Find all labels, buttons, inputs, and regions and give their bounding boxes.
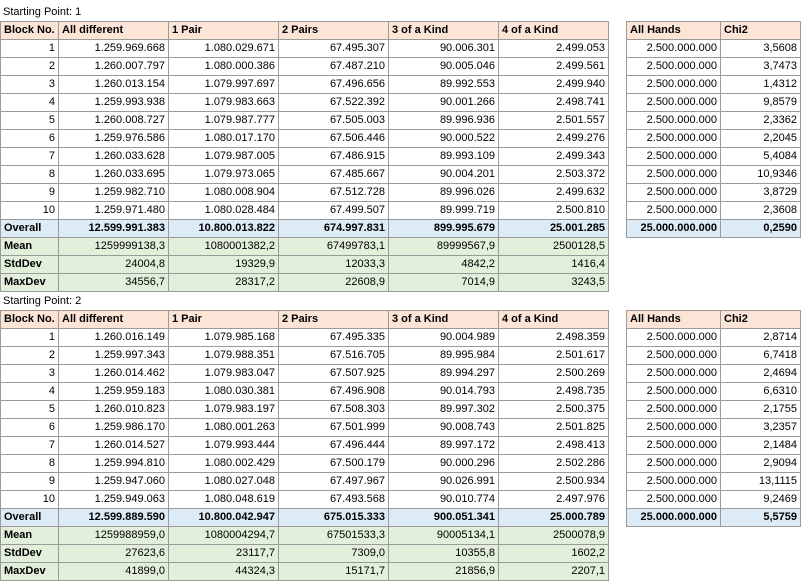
chi2-cell[interactable]: 2,1755 (721, 401, 801, 419)
table-row (627, 347, 801, 365)
table-row (1, 184, 609, 202)
block-number-cell[interactable]: 4 (1, 94, 59, 112)
value-cell[interactable]: 1.259.994.810 (59, 455, 169, 473)
totals-table (626, 310, 801, 527)
value-cell[interactable]: 1.079.973.065 (169, 166, 279, 184)
value-cell[interactable]: 1.260.008.727 (59, 112, 169, 130)
value-cell[interactable]: 67.522.392 (279, 94, 389, 112)
chi2-cell[interactable]: 3,8729 (721, 184, 801, 202)
table-row (1, 148, 609, 166)
column-header[interactable]: 2 Pairs (279, 22, 389, 40)
stat-value-cell[interactable]: 1416,4 (499, 256, 609, 274)
stat-label-cell[interactable]: StdDev (1, 545, 59, 563)
value-cell[interactable]: 1.079.993.444 (169, 437, 279, 455)
block-number-cell[interactable]: 3 (1, 365, 59, 383)
value-cell[interactable]: 90.005.046 (389, 58, 499, 76)
table-row (1, 329, 609, 347)
value-cell[interactable]: 1.260.007.797 (59, 58, 169, 76)
stat-value-cell[interactable]: 21856,9 (389, 563, 499, 581)
all-hands-cell[interactable]: 2.500.000.000 (627, 473, 721, 491)
block-number-cell[interactable]: 2 (1, 58, 59, 76)
overall-value-cell[interactable]: 900.051.341 (389, 509, 499, 527)
value-cell[interactable]: 67.496.656 (279, 76, 389, 94)
totals-table (626, 21, 801, 238)
table-row (1, 401, 609, 419)
value-cell[interactable]: 67.493.568 (279, 491, 389, 509)
stat-value-cell[interactable]: 19329,9 (169, 256, 279, 274)
stat-row (1, 274, 609, 292)
value-cell[interactable]: 89.995.984 (389, 347, 499, 365)
table-row (627, 419, 801, 437)
stat-value-cell[interactable]: 12033,3 (279, 256, 389, 274)
chi2-cell[interactable]: 3,5608 (721, 40, 801, 58)
block-number-cell[interactable]: 5 (1, 112, 59, 130)
stat-value-cell[interactable]: 2207,1 (499, 563, 609, 581)
table-row (1, 347, 609, 365)
results-table (0, 21, 609, 292)
column-header[interactable]: Chi2 (721, 311, 801, 329)
value-cell[interactable]: 89.992.553 (389, 76, 499, 94)
table-row (627, 365, 801, 383)
value-cell[interactable]: 67.500.179 (279, 455, 389, 473)
value-cell[interactable]: 89.997.172 (389, 437, 499, 455)
block-number-cell[interactable]: 8 (1, 166, 59, 184)
value-cell[interactable]: 67.485.667 (279, 166, 389, 184)
value-cell[interactable]: 67.499.507 (279, 202, 389, 220)
value-cell[interactable]: 1.080.029.671 (169, 40, 279, 58)
stat-value-cell[interactable]: 1259999138,3 (59, 238, 169, 256)
column-header[interactable]: All Hands (627, 22, 721, 40)
value-cell[interactable]: 67.487.210 (279, 58, 389, 76)
header-row (627, 22, 801, 40)
all-hands-cell[interactable]: 2.500.000.000 (627, 40, 721, 58)
header-row (1, 22, 609, 40)
overall-row (1, 509, 609, 527)
table-row (1, 383, 609, 401)
value-cell[interactable]: 2.501.557 (499, 112, 609, 130)
table-row (1, 437, 609, 455)
stat-label-cell[interactable]: MaxDev (1, 274, 59, 292)
value-cell[interactable]: 67.486.915 (279, 148, 389, 166)
value-cell[interactable]: 1.079.988.351 (169, 347, 279, 365)
all-hands-cell[interactable]: 2.500.000.000 (627, 94, 721, 112)
value-cell[interactable]: 67.501.999 (279, 419, 389, 437)
value-cell[interactable]: 1.259.947.060 (59, 473, 169, 491)
table-row (627, 166, 801, 184)
table-row (1, 202, 609, 220)
stat-row (1, 563, 609, 581)
value-cell[interactable]: 67.495.335 (279, 329, 389, 347)
all-hands-cell[interactable]: 2.500.000.000 (627, 148, 721, 166)
header-row (1, 311, 609, 329)
value-cell[interactable]: 1.260.010.823 (59, 401, 169, 419)
overall-row (627, 509, 801, 527)
chi2-cell[interactable]: 5,4084 (721, 148, 801, 166)
chi2-cell[interactable]: 2,4694 (721, 365, 801, 383)
all-hands-cell[interactable]: 2.500.000.000 (627, 76, 721, 94)
value-cell[interactable]: 67.505.003 (279, 112, 389, 130)
all-hands-cell[interactable]: 2.500.000.000 (627, 184, 721, 202)
value-cell[interactable]: 1.079.983.197 (169, 401, 279, 419)
value-cell[interactable]: 2.500.375 (499, 401, 609, 419)
value-cell[interactable]: 67.512.728 (279, 184, 389, 202)
value-cell[interactable]: 67.516.705 (279, 347, 389, 365)
stat-value-cell[interactable]: 90005134,1 (389, 527, 499, 545)
stat-value-cell[interactable]: 44324,3 (169, 563, 279, 581)
stat-label-cell[interactable]: Mean (1, 527, 59, 545)
overall-value-cell[interactable]: 25.000.789 (499, 509, 609, 527)
all-hands-cell[interactable]: 2.500.000.000 (627, 166, 721, 184)
all-hands-cell[interactable]: 2.500.000.000 (627, 437, 721, 455)
chi2-cell[interactable]: 2,8714 (721, 329, 801, 347)
value-cell[interactable]: 2.498.359 (499, 329, 609, 347)
block-number-cell[interactable]: 2 (1, 347, 59, 365)
value-cell[interactable]: 2.499.632 (499, 184, 609, 202)
table-row (1, 94, 609, 112)
block-number-cell[interactable]: 9 (1, 184, 59, 202)
value-cell[interactable]: 2.499.940 (499, 76, 609, 94)
stat-value-cell[interactable]: 7014,9 (389, 274, 499, 292)
stat-value-cell[interactable]: 7309,0 (279, 545, 389, 563)
chi2-cell[interactable]: 2,3362 (721, 112, 801, 130)
all-hands-cell[interactable]: 2.500.000.000 (627, 112, 721, 130)
value-cell[interactable]: 1.080.000.386 (169, 58, 279, 76)
block-number-cell[interactable]: 1 (1, 40, 59, 58)
overall-value-cell[interactable]: 25.001.285 (499, 220, 609, 238)
stat-value-cell[interactable]: 15171,7 (279, 563, 389, 581)
stat-value-cell[interactable]: 1080004294,7 (169, 527, 279, 545)
value-cell[interactable]: 1.080.027.048 (169, 473, 279, 491)
table-row (1, 455, 609, 473)
value-cell[interactable]: 1.080.048.619 (169, 491, 279, 509)
value-cell[interactable]: 67.508.303 (279, 401, 389, 419)
value-cell[interactable]: 1.260.016.149 (59, 329, 169, 347)
column-header[interactable]: 3 of a Kind (389, 22, 499, 40)
value-cell[interactable]: 2.501.617 (499, 347, 609, 365)
stat-label-cell[interactable]: StdDev (1, 256, 59, 274)
value-cell[interactable]: 2.499.053 (499, 40, 609, 58)
chi2-cell[interactable]: 13,1115 (721, 473, 801, 491)
table-row (1, 473, 609, 491)
results-table (0, 310, 609, 581)
value-cell[interactable]: 90.004.989 (389, 329, 499, 347)
value-cell[interactable]: 1.260.033.695 (59, 166, 169, 184)
overall-value-cell[interactable]: 12.599.991.383 (59, 220, 169, 238)
all-hands-cell[interactable]: 2.500.000.000 (627, 401, 721, 419)
block-number-cell[interactable]: 10 (1, 202, 59, 220)
chi2-cell[interactable]: 6,7418 (721, 347, 801, 365)
stat-value-cell[interactable]: 34556,7 (59, 274, 169, 292)
chi2-cell[interactable]: 10,9346 (721, 166, 801, 184)
value-cell[interactable]: 90.014.793 (389, 383, 499, 401)
all-hands-cell[interactable]: 2.500.000.000 (627, 347, 721, 365)
value-cell[interactable]: 67.496.908 (279, 383, 389, 401)
stat-label-cell[interactable]: MaxDev (1, 563, 59, 581)
table-row (627, 455, 801, 473)
overall-value-cell[interactable]: 674.997.831 (279, 220, 389, 238)
value-cell[interactable]: 89.994.297 (389, 365, 499, 383)
all-hands-cell[interactable]: 2.500.000.000 (627, 419, 721, 437)
all-hands-cell[interactable]: 25.000.000.000 (627, 509, 721, 527)
value-cell[interactable]: 2.498.741 (499, 94, 609, 112)
value-cell[interactable]: 1.259.969.668 (59, 40, 169, 58)
overall-value-cell[interactable]: 10.800.042.947 (169, 509, 279, 527)
table-row (627, 184, 801, 202)
chi2-cell[interactable]: 9,8579 (721, 94, 801, 112)
overall-row (627, 220, 801, 238)
value-cell[interactable]: 1.260.013.154 (59, 76, 169, 94)
column-header[interactable]: Block No. (1, 311, 59, 329)
value-cell[interactable]: 2.499.561 (499, 58, 609, 76)
column-header[interactable]: 2 Pairs (279, 311, 389, 329)
value-cell[interactable]: 90.026.991 (389, 473, 499, 491)
table-row (627, 383, 801, 401)
stat-value-cell[interactable]: 2500128,5 (499, 238, 609, 256)
table-row (627, 491, 801, 509)
value-cell[interactable]: 1.080.008.904 (169, 184, 279, 202)
all-hands-cell[interactable]: 2.500.000.000 (627, 329, 721, 347)
value-cell[interactable]: 1.260.033.628 (59, 148, 169, 166)
table-row (1, 491, 609, 509)
table-row (627, 202, 801, 220)
column-header[interactable]: 1 Pair (169, 311, 279, 329)
block-number-cell[interactable]: 6 (1, 419, 59, 437)
all-hands-cell[interactable]: 2.500.000.000 (627, 130, 721, 148)
stat-value-cell[interactable]: 67501533,3 (279, 527, 389, 545)
table-row (627, 148, 801, 166)
value-cell[interactable]: 2.500.269 (499, 365, 609, 383)
chi2-cell[interactable]: 9,2469 (721, 491, 801, 509)
starting-point-label: Starting Point: 1 (3, 6, 82, 18)
all-hands-cell[interactable]: 2.500.000.000 (627, 365, 721, 383)
block-number-cell[interactable]: 8 (1, 455, 59, 473)
value-cell[interactable]: 1.259.971.480 (59, 202, 169, 220)
all-hands-cell[interactable]: 25.000.000.000 (627, 220, 721, 238)
stat-value-cell[interactable]: 41899,0 (59, 563, 169, 581)
value-cell[interactable]: 90.010.774 (389, 491, 499, 509)
block-number-cell[interactable]: 3 (1, 76, 59, 94)
all-hands-cell[interactable]: 2.500.000.000 (627, 58, 721, 76)
all-hands-cell[interactable]: 2.500.000.000 (627, 383, 721, 401)
value-cell[interactable]: 1.079.985.168 (169, 329, 279, 347)
table-row (1, 76, 609, 94)
stat-value-cell[interactable]: 27623,6 (59, 545, 169, 563)
value-cell[interactable]: 2.502.286 (499, 455, 609, 473)
table-row (1, 112, 609, 130)
chi2-cell[interactable]: 3,2357 (721, 419, 801, 437)
value-cell[interactable]: 89.993.109 (389, 148, 499, 166)
stat-value-cell[interactable]: 1080001382,2 (169, 238, 279, 256)
value-cell[interactable]: 1.259.976.586 (59, 130, 169, 148)
overall-value-cell[interactable]: 675.015.333 (279, 509, 389, 527)
value-cell[interactable]: 89.997.302 (389, 401, 499, 419)
column-header[interactable]: 4 of a Kind (499, 311, 609, 329)
block-number-cell[interactable]: 6 (1, 130, 59, 148)
stat-row (1, 527, 609, 545)
column-header[interactable]: Block No. (1, 22, 59, 40)
value-cell[interactable]: 90.008.743 (389, 419, 499, 437)
stat-row (1, 545, 609, 563)
value-cell[interactable]: 2.500.934 (499, 473, 609, 491)
value-cell[interactable]: 1.079.987.005 (169, 148, 279, 166)
value-cell[interactable]: 1.259.986.170 (59, 419, 169, 437)
stat-row (1, 238, 609, 256)
chi2-cell[interactable]: 6,6310 (721, 383, 801, 401)
value-cell[interactable]: 1.080.030.381 (169, 383, 279, 401)
table-row (627, 112, 801, 130)
table-row (627, 94, 801, 112)
value-cell[interactable]: 1.080.002.429 (169, 455, 279, 473)
value-cell[interactable]: 2.499.276 (499, 130, 609, 148)
stat-row (1, 256, 609, 274)
table-row (627, 76, 801, 94)
chi2-cell[interactable]: 2,2045 (721, 130, 801, 148)
value-cell[interactable]: 90.006.301 (389, 40, 499, 58)
value-cell[interactable]: 67.497.967 (279, 473, 389, 491)
stat-value-cell[interactable]: 23117,7 (169, 545, 279, 563)
table-row (1, 130, 609, 148)
chi2-cell[interactable]: 2,1484 (721, 437, 801, 455)
value-cell[interactable]: 1.080.017.170 (169, 130, 279, 148)
chi2-cell[interactable]: 2,9094 (721, 455, 801, 473)
value-cell[interactable]: 1.079.987.777 (169, 112, 279, 130)
value-cell[interactable]: 1.079.983.663 (169, 94, 279, 112)
value-cell[interactable]: 1.080.028.484 (169, 202, 279, 220)
all-hands-cell[interactable]: 2.500.000.000 (627, 202, 721, 220)
stat-value-cell[interactable]: 89999567,9 (389, 238, 499, 256)
chi2-cell[interactable]: 3,7473 (721, 58, 801, 76)
value-cell[interactable]: 2.500.810 (499, 202, 609, 220)
chi2-cell[interactable]: 0,2590 (721, 220, 801, 238)
value-cell[interactable]: 1.079.983.047 (169, 365, 279, 383)
table-row (627, 130, 801, 148)
column-header[interactable]: All different (59, 311, 169, 329)
overall-value-cell[interactable]: 899.995.679 (389, 220, 499, 238)
value-cell[interactable]: 67.495.307 (279, 40, 389, 58)
value-cell[interactable]: 89.999.719 (389, 202, 499, 220)
value-cell[interactable]: 1.079.997.697 (169, 76, 279, 94)
stat-value-cell[interactable]: 24004,8 (59, 256, 169, 274)
block-number-cell[interactable]: 4 (1, 383, 59, 401)
value-cell[interactable]: 1.080.001.263 (169, 419, 279, 437)
all-hands-cell[interactable]: 2.500.000.000 (627, 491, 721, 509)
stat-value-cell[interactable]: 4842,2 (389, 256, 499, 274)
table-row (627, 437, 801, 455)
chi2-cell[interactable]: 5,5759 (721, 509, 801, 527)
value-cell[interactable]: 2.499.343 (499, 148, 609, 166)
value-cell[interactable]: 67.496.444 (279, 437, 389, 455)
block-number-cell[interactable]: 5 (1, 401, 59, 419)
value-cell[interactable]: 1.259.982.710 (59, 184, 169, 202)
table-row (1, 58, 609, 76)
table-row (627, 58, 801, 76)
value-cell[interactable]: 2.497.976 (499, 491, 609, 509)
value-cell[interactable]: 1.260.014.462 (59, 365, 169, 383)
table-row (627, 40, 801, 58)
block-number-cell[interactable]: 10 (1, 491, 59, 509)
block-number-cell[interactable]: 7 (1, 148, 59, 166)
value-cell[interactable]: 67.506.446 (279, 130, 389, 148)
stat-value-cell[interactable]: 28317,2 (169, 274, 279, 292)
value-cell[interactable]: 90.001.266 (389, 94, 499, 112)
table-row (627, 473, 801, 491)
value-cell[interactable]: 90.000.522 (389, 130, 499, 148)
table-row (627, 329, 801, 347)
value-cell[interactable]: 67.507.925 (279, 365, 389, 383)
overall-value-cell[interactable]: 12.599.889.590 (59, 509, 169, 527)
value-cell[interactable]: 89.996.026 (389, 184, 499, 202)
value-cell[interactable]: 90.000.296 (389, 455, 499, 473)
all-hands-cell[interactable]: 2.500.000.000 (627, 455, 721, 473)
value-cell[interactable]: 1.259.949.063 (59, 491, 169, 509)
value-cell[interactable]: 89.996.936 (389, 112, 499, 130)
overall-value-cell[interactable]: 10.800.013.822 (169, 220, 279, 238)
table-row (627, 401, 801, 419)
header-row (627, 311, 801, 329)
block-number-cell[interactable]: 9 (1, 473, 59, 491)
stat-value-cell[interactable]: 1602,2 (499, 545, 609, 563)
column-header[interactable]: All different (59, 22, 169, 40)
table-row (1, 40, 609, 58)
overall-row (1, 220, 609, 238)
overall-label-cell[interactable]: Overall (1, 220, 59, 238)
chi2-cell[interactable]: 2,3608 (721, 202, 801, 220)
value-cell[interactable]: 1.259.997.343 (59, 347, 169, 365)
table-row (1, 365, 609, 383)
value-cell[interactable]: 2.498.735 (499, 383, 609, 401)
stat-value-cell[interactable]: 2500078,9 (499, 527, 609, 545)
block-number-cell[interactable]: 1 (1, 329, 59, 347)
overall-label-cell[interactable]: Overall (1, 509, 59, 527)
value-cell[interactable]: 1.259.959.183 (59, 383, 169, 401)
column-header[interactable]: 3 of a Kind (389, 311, 499, 329)
value-cell[interactable]: 2.503.372 (499, 166, 609, 184)
stat-value-cell[interactable]: 10355,8 (389, 545, 499, 563)
chi2-cell[interactable]: 1,4312 (721, 76, 801, 94)
column-header[interactable]: 4 of a Kind (499, 22, 609, 40)
value-cell[interactable]: 2.498.413 (499, 437, 609, 455)
column-header[interactable]: All Hands (627, 311, 721, 329)
value-cell[interactable]: 1.259.993.938 (59, 94, 169, 112)
stat-value-cell[interactable]: 1259988959,0 (59, 527, 169, 545)
column-header[interactable]: 1 Pair (169, 22, 279, 40)
stat-label-cell[interactable]: Mean (1, 238, 59, 256)
table-row (1, 419, 609, 437)
table-row (1, 166, 609, 184)
value-cell[interactable]: 90.004.201 (389, 166, 499, 184)
block-number-cell[interactable]: 7 (1, 437, 59, 455)
column-header[interactable]: Chi2 (721, 22, 801, 40)
stat-value-cell[interactable]: 67499783,1 (279, 238, 389, 256)
stat-value-cell[interactable]: 22608,9 (279, 274, 389, 292)
value-cell[interactable]: 1.260.014.527 (59, 437, 169, 455)
value-cell[interactable]: 2.501.825 (499, 419, 609, 437)
stat-value-cell[interactable]: 3243,5 (499, 274, 609, 292)
starting-point-label: Starting Point: 2 (3, 295, 82, 307)
